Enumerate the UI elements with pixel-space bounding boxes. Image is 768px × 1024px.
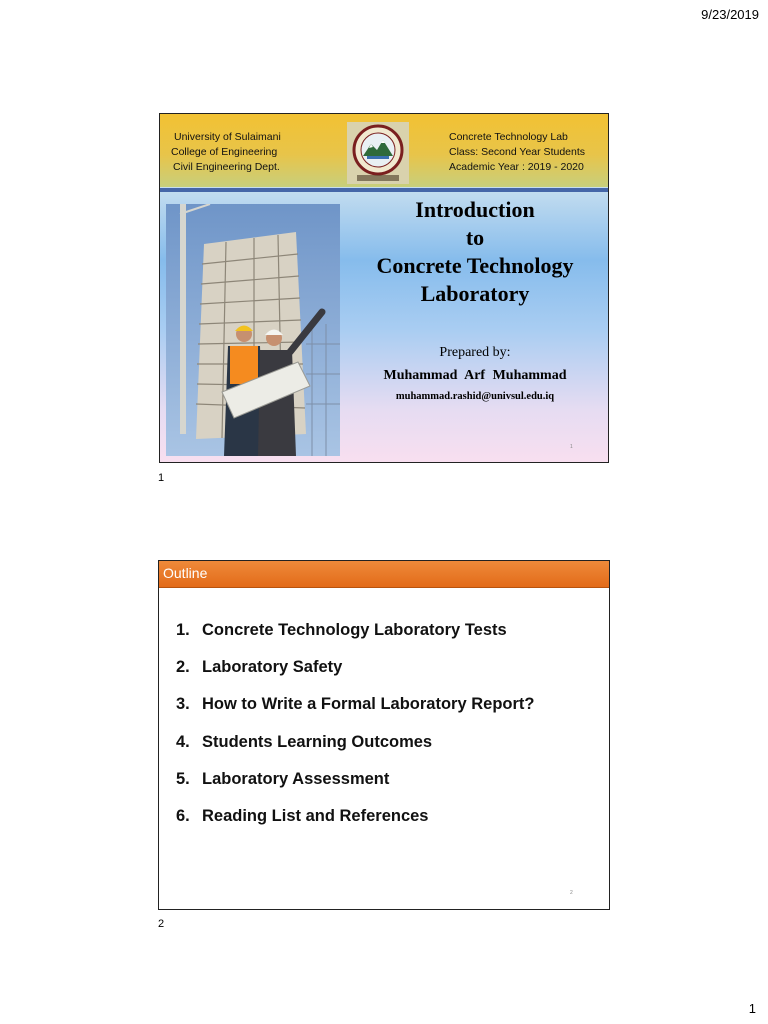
author-email: muhammad.rashid@univsul.edu.iq [395, 391, 555, 402]
print-date: 9/23/2019 [701, 7, 759, 22]
header-college: College of Engineering [171, 146, 278, 158]
outline-title: Outline [163, 565, 208, 581]
list-item [176, 770, 534, 807]
item-number: 6. [176, 806, 190, 825]
item-text: Laboratory Assessment [202, 769, 390, 788]
title-line-1: Introduction [415, 197, 535, 222]
header-university: University of Sulaimani [174, 131, 281, 143]
outline-list [176, 621, 534, 844]
item-number: 3. [176, 695, 190, 714]
header-divider [160, 188, 608, 192]
item-text: Laboratory Safety [202, 658, 343, 677]
slide-title [355, 196, 595, 308]
slide-2-label: 2 [158, 918, 165, 930]
list-item [176, 807, 534, 844]
list-item [176, 695, 534, 732]
header-department: Civil Engineering Dept. [173, 161, 280, 173]
header-institution-block [171, 130, 281, 175]
slide-inner-number: 1 [570, 444, 573, 450]
item-number: 5. [176, 769, 190, 788]
item-number: 1. [176, 621, 190, 639]
item-text: How to Write a Formal Laboratory Report? [202, 695, 535, 714]
header-class: Class: Second Year Students [449, 146, 586, 158]
title-line-2: to [465, 225, 485, 250]
header-course-block [449, 130, 585, 175]
page-number: 1 [748, 1001, 756, 1016]
list-item [176, 621, 534, 658]
title-line-3: Concrete Technology [376, 253, 574, 278]
slide-2-thumbnail [158, 560, 610, 910]
prepared-by-label: Prepared by: [439, 345, 511, 360]
slide-1-label: 1 [158, 472, 165, 484]
list-item [176, 733, 534, 770]
construction-photo [166, 204, 340, 456]
slide-inner-number: 2 [570, 890, 573, 896]
outline-header-bar [159, 561, 609, 588]
item-text: Students Learning Outcomes [202, 732, 433, 751]
item-text: Concrete Technology Laboratory Tests [202, 621, 507, 639]
university-seal-logo [347, 122, 409, 184]
item-number: 2. [176, 658, 190, 677]
author-name: Muhammad Arf Muhammad [383, 368, 567, 383]
header-academic-year: Academic Year : 2019 - 2020 [449, 161, 584, 173]
item-number: 4. [176, 732, 190, 751]
slide-1-thumbnail [159, 113, 609, 463]
item-text: Reading List and References [202, 806, 429, 825]
list-item [176, 658, 534, 695]
title-line-4: Laboratory [420, 281, 530, 306]
header-course: Concrete Technology Lab [449, 131, 568, 143]
